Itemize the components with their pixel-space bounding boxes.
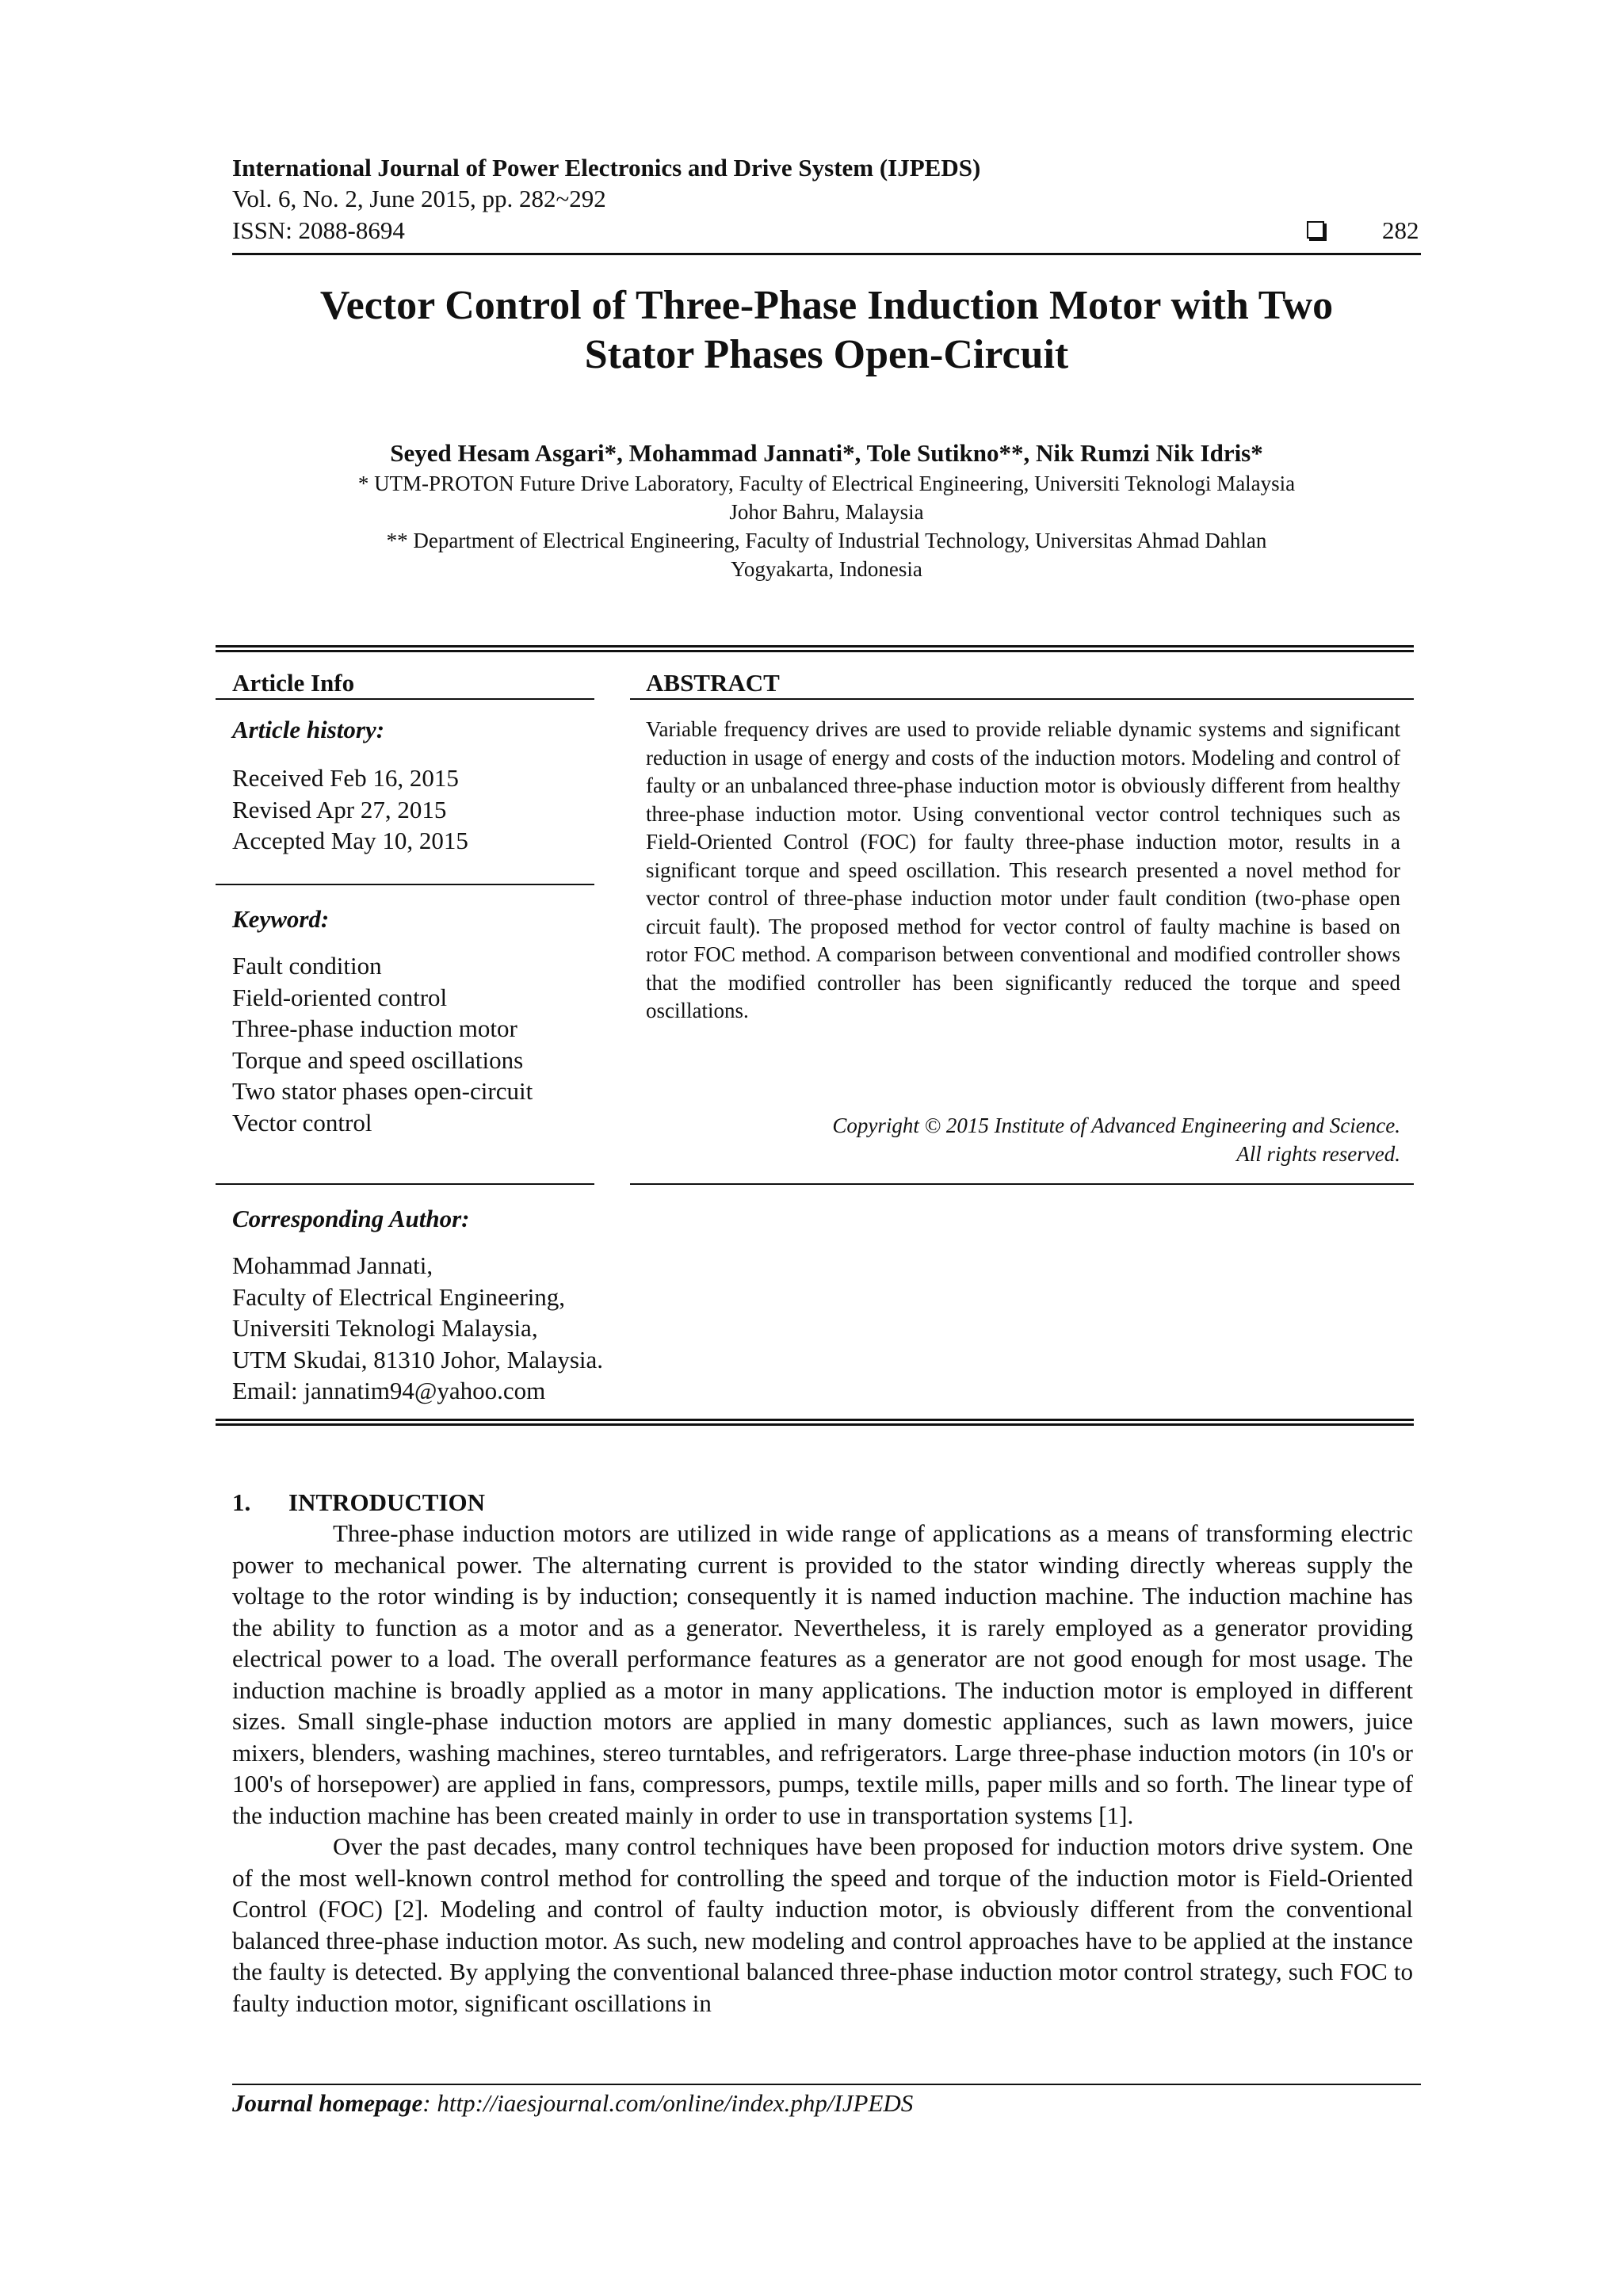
journal-volume-info: Vol. 6, No. 2, June 2015, pp. 282~292 (232, 185, 606, 212)
keyword-heading: Keyword: (232, 905, 330, 933)
journal-issn: ISSN: 2088-8694 (232, 216, 405, 244)
paper-title-line-2: Stator Phases Open-Circuit (584, 332, 1069, 377)
section-heading-introduction (232, 1488, 485, 1518)
journal-name: International Journal of Power Electronics and Drive System (IJPEDS) (232, 154, 981, 181)
copyright-line-1: Copyright © 2015 Institute of Advanced Engineering and Science. (832, 1114, 1400, 1137)
introduction-paragraph-1: Three-phase induction motors are utilized in wide range of applications as a means of transforming electric power to mechanical power. The alternating current is provided to the stator winding directly whereas supply the voltage to the rotor winding is by induction; consequently it is named induction machine. The induction machine has the ability to function as a motor and as a generator. Nevertheless, it is rarely employed as a generator providing electrical power to a load. The overall performance features as a generator are not good enough for most usage. The induction machine is broadly applied as a motor in many applications. The induction motor is employed in different sizes. Small single-phase induction motors are applied in many domestic appliances, such as lawn mowers, juice mixers, blenders, washing machines, stereo turntables, and refrigerators. Large three-phase induction motors (in 10's or 100's of horsepower) are applied in fans, compressors, pumps, textile mills, paper mills and so forth. The linear type of the induction machine has been created mainly in order to use in transportation systems [1]. (232, 1519, 1413, 1829)
article-info-rule (216, 698, 594, 700)
article-history-list (232, 762, 468, 857)
keyword-item: Three-phase induction motor (232, 1014, 517, 1042)
corresponding-author-faculty: Faculty of Electrical Engineering, (232, 1282, 566, 1311)
abstract-text: Variable frequency drives are used to provide reliable dynamic systems and significant reduction in usage of energy and costs of the induction motors. Modeling and control of faulty or an unbalanced three-phase induction motor is obviously different from healthy three-phase induction motor. Using conventional vector control techniques such as Field-Oriented Control (FOC) for faulty three-phase induction motor, results in a significant torque and speed oscillation. This research presented a novel method for vector control of three-phase induction motor under fault condition (two-phase open circuit fault). The proposed method for vector control of faulty machine is based on rotor FOC method. A comparison between conventional and modified controller shows that the modified controller has been significantly reduced the torque and speed oscillations. (646, 717, 1400, 1022)
article-history-heading: Article history: (232, 716, 385, 743)
section-number: 1. (232, 1488, 251, 1516)
footer-divider (232, 2084, 1421, 2085)
corresponding-author-address: UTM Skudai, 81310 Johor, Malaysia. (232, 1345, 604, 1373)
info-box-top-rule (216, 645, 1414, 652)
keyword-list (232, 950, 533, 1138)
header-divider (232, 253, 1421, 255)
keyword-item: Two stator phases open-circuit (232, 1077, 533, 1105)
history-revised: Revised Apr 27, 2015 (232, 795, 447, 823)
history-accepted: Accepted May 10, 2015 (232, 827, 468, 854)
corresponding-author-email: Email: jannatim94@yahoo.com (232, 1377, 546, 1404)
history-rule (216, 884, 594, 885)
article-info-heading: Article Info (232, 669, 355, 697)
history-received: Received Feb 16, 2015 (232, 764, 459, 792)
copyright-notice (646, 1111, 1400, 1168)
paper-title-line-1: Vector Control of Three-Phase Induction Motor with Two (319, 283, 1334, 328)
author-list: Seyed Hesam Asgari*, Mohammad Jannati*, Tole Sutikno**, Nik Rumzi Nik Idris* (390, 439, 1263, 467)
corresponding-author-heading: Corresponding Author: (232, 1205, 470, 1232)
keyword-item: Fault condition (232, 952, 382, 980)
keyword-item: Field-oriented control (232, 983, 448, 1011)
affiliation-line-2: Johor Bahru, Malaysia (729, 500, 924, 524)
hollow-square-icon (1307, 221, 1324, 239)
affiliation-line-1: * UTM-PROTON Future Drive Laboratory, Faculty of Electrical Engineering, Universiti Teknologi Malaysia (357, 472, 1296, 495)
abstract-bottom-rule (630, 1183, 1414, 1185)
abstract-heading-rule (630, 698, 1414, 700)
affiliation-line-4: Yogyakarta, Indonesia (731, 557, 922, 581)
corresponding-author-details (232, 1250, 603, 1407)
introduction-body (232, 1518, 1413, 2019)
keyword-item: Torque and speed oscillations (232, 1045, 524, 1074)
corresponding-author-university: Universiti Teknologi Malaysia, (232, 1314, 538, 1342)
abstract-heading: ABSTRACT (646, 669, 780, 697)
journal-homepage-link[interactable]: : http://iaesjournal.com/online/index.php/IJPEDS (422, 2089, 914, 2117)
paper-title (232, 281, 1421, 380)
journal-homepage (232, 2088, 913, 2118)
info-box-bottom-rule (216, 1419, 1414, 1426)
page-number: 282 (1382, 216, 1419, 244)
affiliation-line-3: ** Department of Electrical Engineering, Faculty of Industrial Technology, Universitas Ahmad Dahlan (386, 529, 1267, 552)
copyright-line-2: All rights reserved. (1236, 1142, 1400, 1166)
keyword-rule (216, 1183, 594, 1185)
section-title: INTRODUCTION (288, 1488, 486, 1516)
introduction-paragraph-2: Over the past decades, many control techniques have been proposed for induction motors drive system. One of the most well-known control method for controlling the speed and torque of the induction motor is Field-Oriented Control (FOC) [2]. Modeling and control of faulty induction motor, is obviously different from the conventional balanced three-phase induction motor. As such, new modeling and control approaches have to be applied at the instance the faulty is detected. By applying the conventional balanced three-phase induction motor control strategy, such FOC to faulty induction motor, significant oscillations in (232, 1832, 1413, 2017)
keyword-item: Vector control (232, 1108, 372, 1137)
journal-homepage-label: Journal homepage (232, 2089, 423, 2117)
corresponding-author-name: Mohammad Jannati, (232, 1251, 433, 1279)
